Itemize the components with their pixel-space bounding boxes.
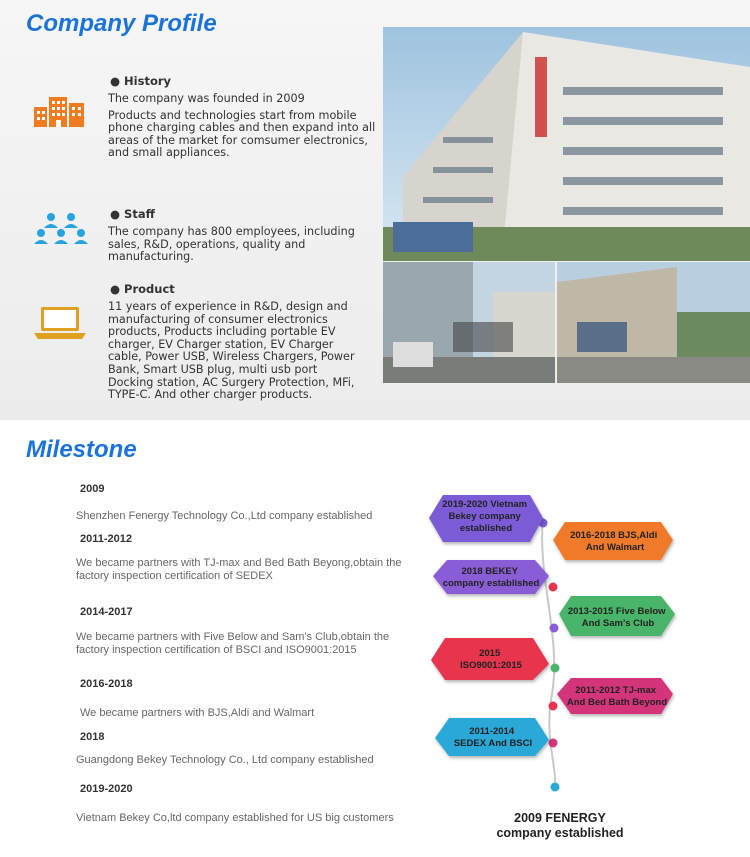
bubble-text-2019-line1: 2019-2020 Vietnam [442,499,528,510]
bubble-2016-2018-bjs [553,522,673,560]
bubble-text-2011-2012-line1: 2011-2012 TJ-max [575,685,657,696]
milestone-desc-2016-2018: We became partners with BJS,Aldi and Walmart [80,707,315,719]
bubble-text-2016-line1: 2016-2018 BJS,Aldi [570,530,658,541]
bubble-text-2011-2012-line2: And Bed Bath Beyond [566,697,668,708]
bubble-text-2013-line2: And Sam's Club [581,618,655,629]
milestone-desc-2014-2017: We became partners with Five Below and Sam's Club,obtain the factory inspection certification of BSCI and ISO9001:2015 [76,631,390,656]
bubble-text-2016-line2: And Walmart [585,542,645,553]
timeline-dot [551,664,560,673]
bubble-text-2011-2014-line1: 2011-2014 [469,726,515,737]
svg-text:2011-2012 TJ-max And Bed [567,685,667,708]
milestone-desc-2011-2012: We became partners with TJ-max and Bed Bath Beyong,obtain the factory inspection certification of SEDEX [76,557,402,582]
history-text [108,93,378,160]
laptop-icon [32,305,88,341]
milestone-desc-2009: Shenzhen Fenergy Technology Co.,Ltd company established [76,510,373,522]
timeline-dot [549,583,558,592]
bubble-text-2015-line1: 2015 [479,648,501,659]
milestone-desc-2019-2020: Vietnam Bekey Co,ltd company established for US big customers [76,812,394,824]
svg-text:2013-2015 Five Below And S [568,606,668,629]
timeline-dot [549,702,558,711]
timeline-footer-line2: company established [496,826,624,840]
bubble-2015-iso [431,638,549,680]
milestone-title: Milestone [26,436,137,463]
warehouse-photo [557,262,750,383]
history-line-2: Products and technologies start from mobile phone charging cables and then expand into all areas of the market for comsumer electronics, and small appliances. [108,108,376,160]
staff-line-1: The company has 800 employees, including sales, R&D, operations, quality and manufacturing. [108,225,355,264]
bubble-text-2019-line2: Bekey company [448,511,521,522]
bubble-text-2018-line2: company established [442,578,540,589]
building-icon [32,95,88,129]
bubble-2011-2012-tjmax [557,678,673,714]
staff-heading: ● Staff [110,207,155,221]
timeline-line [542,518,555,790]
milestone-year-2009: 2009 [80,483,105,495]
bubble-text-2019-line3: established [459,523,513,534]
history-heading: ● History [110,74,171,88]
factory-gate-photo [383,262,555,383]
milestone-year-2019-2020: 2019-2020 [80,783,133,795]
timeline-dot [549,739,558,748]
milestone-year-2011-2012: 2011-2012 [80,533,132,545]
bubble-text-2013-line1: 2013-2015 Five Below [567,606,666,617]
timeline-dot [551,783,560,792]
milestone-desc-2018: Guangdong Bekey Technology Co., Ltd company established [76,754,374,766]
timeline-footer-line1: 2009 FENERGY [514,811,606,825]
bubble-2011-2014-sedex [435,718,549,756]
milestone-year-2014-2017: 2014-2017 [80,606,133,618]
product-text [108,301,360,402]
product-line-1: 11 years of experience in R&D, design and manufacturing of consumer electronics products, Products including portable EV charger, EV Charger station, EV Charger cable, Power USB, Wireless Chargers, Power Bank, Smart USB plug, multi usb port Docking station, AC Surgery Protection, MFi, TYPE-C. And other charger products. [108,300,355,402]
bubble-text-2018-line1: 2018 BEKEY [461,566,518,577]
milestone-year-2018: 2018 [80,731,105,743]
factory-building-photo [383,27,750,261]
people-icon [32,212,90,246]
bubble-text-2011-2014-line2: SEDEX And BSCI [453,738,533,749]
staff-text [108,226,378,264]
bubble-text-2015-line2: ISO9001:2015 [460,660,522,671]
milestone-timeline [425,490,685,800]
company-profile-title: Company Profile [26,10,217,37]
timeline-footer [470,811,650,841]
history-line-1: The company was founded in 2009 [108,92,305,105]
milestone-year-2016-2018: 2016-2018 [80,678,133,690]
timeline-dot [550,624,559,633]
product-heading: ● Product [110,282,175,296]
